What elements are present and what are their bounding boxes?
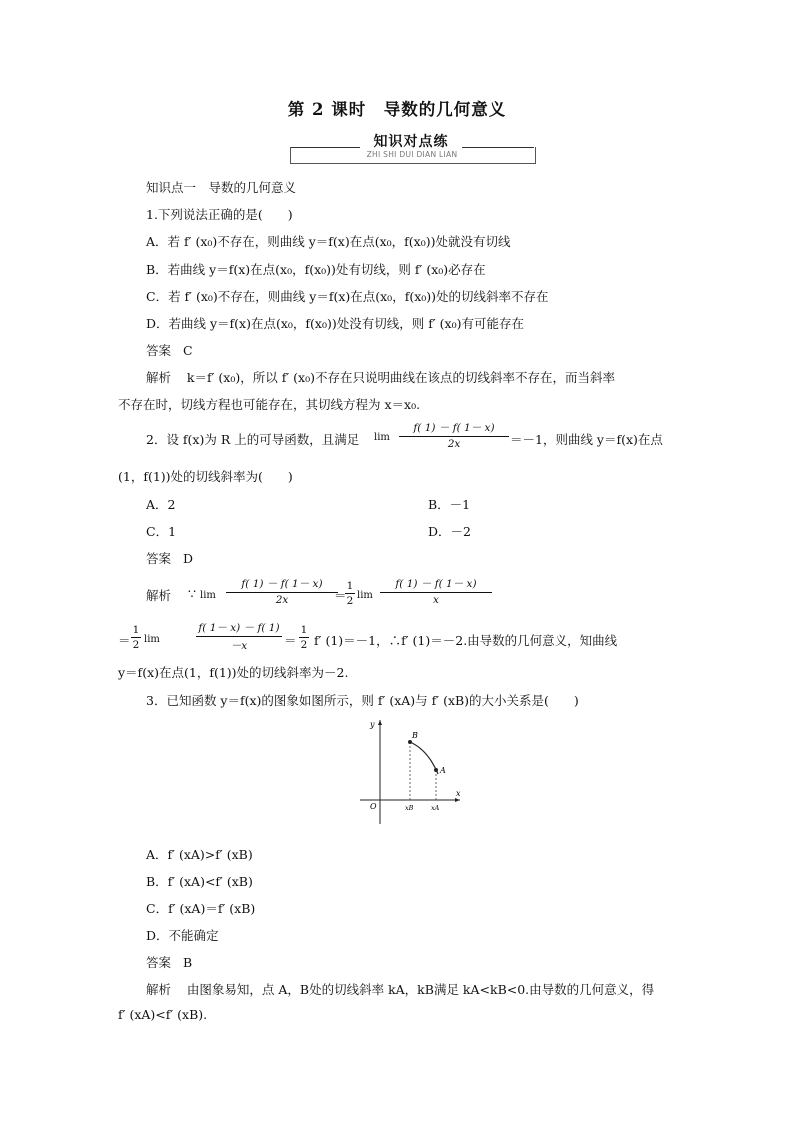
q1-answer [146, 341, 193, 359]
q3-analysis-line-2: f′ (xA)<f′ (xB). [118, 1007, 208, 1022]
q3-analysis-line-1 [146, 980, 654, 998]
q2-option-a: A．2 [146, 497, 176, 512]
analysis-label: 解析 [146, 370, 172, 385]
q1-option-a: A．若 f′ (x₀)不存在，则曲线 y＝f(x)在点(x₀，f(x₀))处就没有切线 [146, 234, 511, 249]
answer-label: 答案 [146, 955, 172, 970]
q2-fraction-numerator: f( 1) － f( 1－ x) [413, 422, 495, 434]
fraction-bar [226, 592, 338, 593]
q2-analysis-rest: f′ (1)＝－1，∴f′ (1)＝－2.由导数的几何意义，知曲线 [314, 633, 618, 648]
answer-label: 答案 [146, 343, 172, 358]
answer-value: D [182, 551, 193, 566]
answer-value: C [182, 343, 193, 358]
q2-analysis-last: y＝f(x)在点(1，f(1))处的切线斜率为－2. [118, 665, 349, 680]
origin-label: O [370, 802, 377, 811]
answer-label: 答案 [146, 551, 172, 566]
lim-1: lim [200, 590, 216, 601]
q3-answer [146, 953, 192, 971]
point-a [434, 768, 438, 772]
fraction-denominator: x [433, 594, 439, 606]
q3-stem: 3．已知函数 y＝f(x)的图象如图所示，则 f′ (xA)与 f′ (xB)的大小关系是( ) [146, 693, 579, 708]
fraction-numerator: f( 1) － f( 1－ x) [395, 578, 477, 590]
q3-option-c: C．f′ (xA)＝f′ (xB) [146, 901, 256, 916]
xa-label: xA [431, 804, 440, 812]
analysis-text: 由图象易知，点 A，B处的切线斜率 kA，kB满足 kA<kB<0.由导数的几何意义，得 [186, 982, 655, 997]
q2-fraction [399, 420, 509, 450]
fraction-numerator: f( 1－ x) － f( 1) [198, 622, 280, 634]
q3-option-b: B．f′ (xA)<f′ (xB) [146, 874, 253, 889]
q3-option-a: A．f′ (xA)>f′ (xB) [146, 847, 253, 862]
point-b [408, 740, 412, 744]
q2-option-c: C．1 [146, 524, 177, 539]
q3-graph-figure [350, 716, 470, 828]
q2-option-d: D．－2 [428, 524, 471, 539]
banner-pinyin: ZHI SHI DUI DIAN LIAN [366, 150, 458, 159]
half-fraction-3: 1 2 [300, 624, 308, 651]
fraction-numerator: f( 1) － f( 1－ x) [241, 578, 323, 590]
q2-analysis-fraction-3 [196, 620, 282, 653]
q1-option-b: B．若曲线 y＝f(x)在点(x₀，f(x₀))处有切线，则 f′ (x₀)必存在 [146, 262, 486, 277]
section-heading: 知识点一 导数的几何意义 [146, 180, 297, 195]
q2-stem-b: ＝－1，则曲线 y＝f(x)在点 [510, 432, 663, 447]
x-axis-label: x [456, 789, 461, 798]
q2-analysis-fraction-2 [380, 576, 492, 606]
equals-sign-2: ＝ [118, 633, 131, 648]
q2-stem-line-2: (1，f(1))处的切线斜率为( ) [118, 469, 293, 484]
section-banner [290, 130, 534, 164]
because-symbol: ∵ [188, 586, 196, 601]
half-fraction-2: 1 2 [132, 624, 140, 651]
fraction-bar [399, 436, 509, 437]
q2-answer [146, 549, 193, 567]
banner-title: 知识对点练 [373, 134, 449, 150]
half-fraction: 1 2 [346, 580, 354, 607]
fraction-bar [380, 592, 492, 593]
q1-option-d: D．若曲线 y＝f(x)在点(x₀，f(x₀))处没有切线，则 f′ (x₀)有可能存在 [146, 316, 524, 331]
q2-analysis-label: 解析 [146, 588, 172, 603]
q2-fraction-denominator: 2x [447, 438, 461, 450]
fraction-denominator: －x [230, 640, 248, 652]
y-axis-label: y [370, 720, 375, 729]
x-axis-arrow-icon [455, 798, 460, 802]
q1-stem: 1.下列说法正确的是( ) [146, 207, 293, 222]
lim-2: lim [357, 590, 373, 601]
q2-option-b: B．－1 [428, 497, 471, 512]
point-a-label: A [440, 766, 446, 775]
equals-sign: ＝ [334, 588, 347, 603]
fraction-denominator: 2x [275, 594, 289, 606]
fraction-bar [196, 636, 282, 637]
q2-analysis-fraction-1 [226, 576, 338, 606]
q2-lim: lim [374, 432, 390, 443]
analysis-text: k＝f′ (x₀)，所以 f′ (x₀)不存在只说明曲线在该点的切线斜率不存在，而当斜率 [186, 370, 615, 385]
q1-analysis-line-1 [146, 368, 615, 386]
q3-option-d: D．不能确定 [146, 928, 219, 943]
answer-value: B [182, 955, 193, 970]
xb-label: xB [405, 804, 414, 812]
point-b-label: B [412, 731, 418, 740]
equals-sign-3: ＝ [284, 633, 297, 648]
analysis-label: 解析 [146, 982, 172, 997]
q1-analysis-line-2: 不存在时，切线方程也可能存在，其切线方程为 x＝x₀. [118, 397, 421, 412]
function-curve [410, 742, 438, 774]
q1-option-c: C．若 f′ (x₀)不存在，则曲线 y＝f(x)在点(x₀，f(x₀))处的切线斜率不存在 [146, 289, 549, 304]
page-title: 第 2 课时 导数的几何意义 [287, 100, 507, 119]
y-axis-arrow-icon [378, 720, 382, 725]
lim-3: lim [144, 634, 160, 645]
q2-stem-a: 2．设 f(x)为 R 上的可导函数，且满足 [146, 432, 360, 447]
